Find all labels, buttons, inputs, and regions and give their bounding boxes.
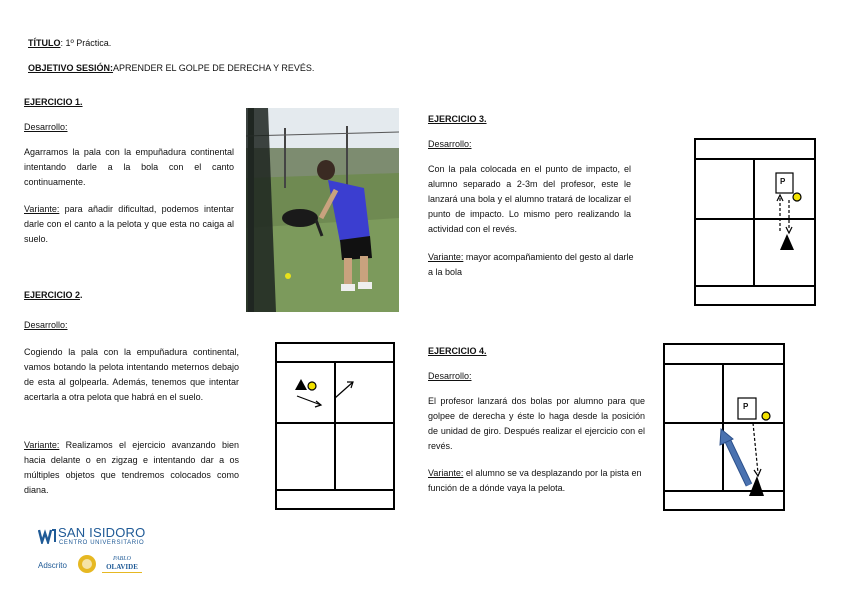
exercise-4-var-text: el alumno se va desplazando por la pista en función de a dónde vaya la pelota. bbox=[428, 468, 642, 493]
exercise-1-dev-label: Desarrollo: bbox=[24, 122, 68, 132]
exercise-3-dev-text: Con la pala colocada en el punto de impacto, el alumno separado a 2-3m del profesor, este le lanzará una bola y el alumno tratará de localizar el punto de impacto. Lo mismo pero realizando la actividad con el revés. bbox=[428, 164, 631, 234]
exercise-3-heading: EJERCICIO 3. bbox=[428, 114, 487, 124]
exercise-1-photo bbox=[246, 108, 399, 312]
exercise-3-variant bbox=[428, 250, 638, 280]
partner-line2: OLAVIDE bbox=[102, 563, 142, 573]
exercise-4-variant bbox=[428, 466, 648, 496]
logo-subtitle: CENTRO UNIVERSITARIO bbox=[59, 540, 145, 546]
ball-icon bbox=[793, 193, 801, 201]
ball-icon bbox=[762, 412, 770, 420]
exercise-2-heading-tail: . bbox=[80, 290, 83, 300]
title-label: TÍTULO bbox=[28, 38, 61, 48]
exercise-1-dev-text: Agarramos la pala con la empuñadura continental intentando darle a la bola con el canto continuamente. bbox=[24, 147, 234, 187]
exercise-1-heading: EJERCICIO 1. bbox=[24, 97, 83, 107]
exercise-1-var-text: para añadir dificultad, podemos intentar darle con el canto a la pelota y que esta no caiga al suelo. bbox=[24, 204, 234, 244]
exercise-4-dev-text: El profesor lanzará dos bolas por alumno para que golpee de derecha y éste lo haga desde la posición de unidad de giro. Después realizar el ejercicio con el revés. bbox=[428, 396, 645, 451]
exercise-3-var-text: mayor acompañamiento del gesto al darle a la bola bbox=[428, 252, 634, 277]
exercise-4-var-label: Variante: bbox=[428, 468, 464, 478]
san-isidoro-logo bbox=[38, 526, 148, 548]
exercise-2-var-text: Realizamos el ejercicio avanzando bien hacia delante o en zigzag e intentando dar a os múltiples objetos que tendremos colocados como diana. bbox=[24, 440, 239, 495]
title-value: : 1º Práctica. bbox=[60, 38, 112, 48]
exercise-3-dev-label: Desarrollo: bbox=[428, 139, 472, 149]
exercise-1-var-label: Variante: bbox=[24, 204, 60, 214]
exercise-3-var-label: Variante: bbox=[428, 252, 464, 262]
exercise-4-dev-label: Desarrollo: bbox=[428, 371, 472, 381]
exercise-2-heading bbox=[24, 289, 83, 301]
exercise-2-dev-text: Cogiendo la pala con la empuñadura continental, vamos botando la pelota intentando meternos debajo de esta al golpearla. Además, tenemos que intentar acertarla a otra pelota que habrá en el suelo. bbox=[24, 347, 239, 402]
exercise-2-var-label: Variante: bbox=[24, 440, 60, 450]
logo-name: SAN ISIDORO bbox=[58, 525, 146, 540]
coach-marker: P bbox=[780, 177, 786, 186]
session-objective bbox=[28, 62, 314, 74]
attached-label: Adscrito bbox=[38, 561, 67, 570]
session-title bbox=[28, 37, 111, 49]
exercise-4-court-diagram bbox=[663, 343, 785, 511]
exercise-2-heading-main: EJERCICIO 2 bbox=[24, 290, 81, 300]
exercise-4-heading: EJERCICIO 4. bbox=[428, 346, 487, 356]
objective-value: APRENDER EL GOLPE DE DERECHA Y REVÉS. bbox=[113, 63, 315, 73]
partner-logo bbox=[102, 555, 142, 575]
coach-marker: P bbox=[743, 402, 749, 411]
objective-label: OBJETIVO SESIÓN: bbox=[28, 63, 114, 73]
exercise-2-court-diagram bbox=[275, 342, 395, 510]
partner-emblem bbox=[76, 554, 98, 574]
ball-icon bbox=[308, 382, 316, 390]
exercise-2-variant bbox=[24, 438, 239, 498]
exercise-1-variant bbox=[24, 202, 234, 247]
san-isidoro-emblem-icon bbox=[38, 528, 56, 544]
exercise-3-court-diagram bbox=[694, 138, 816, 306]
exercise-2-dev-label: Desarrollo: bbox=[24, 320, 68, 330]
partner-line1: PABLO bbox=[113, 556, 131, 562]
